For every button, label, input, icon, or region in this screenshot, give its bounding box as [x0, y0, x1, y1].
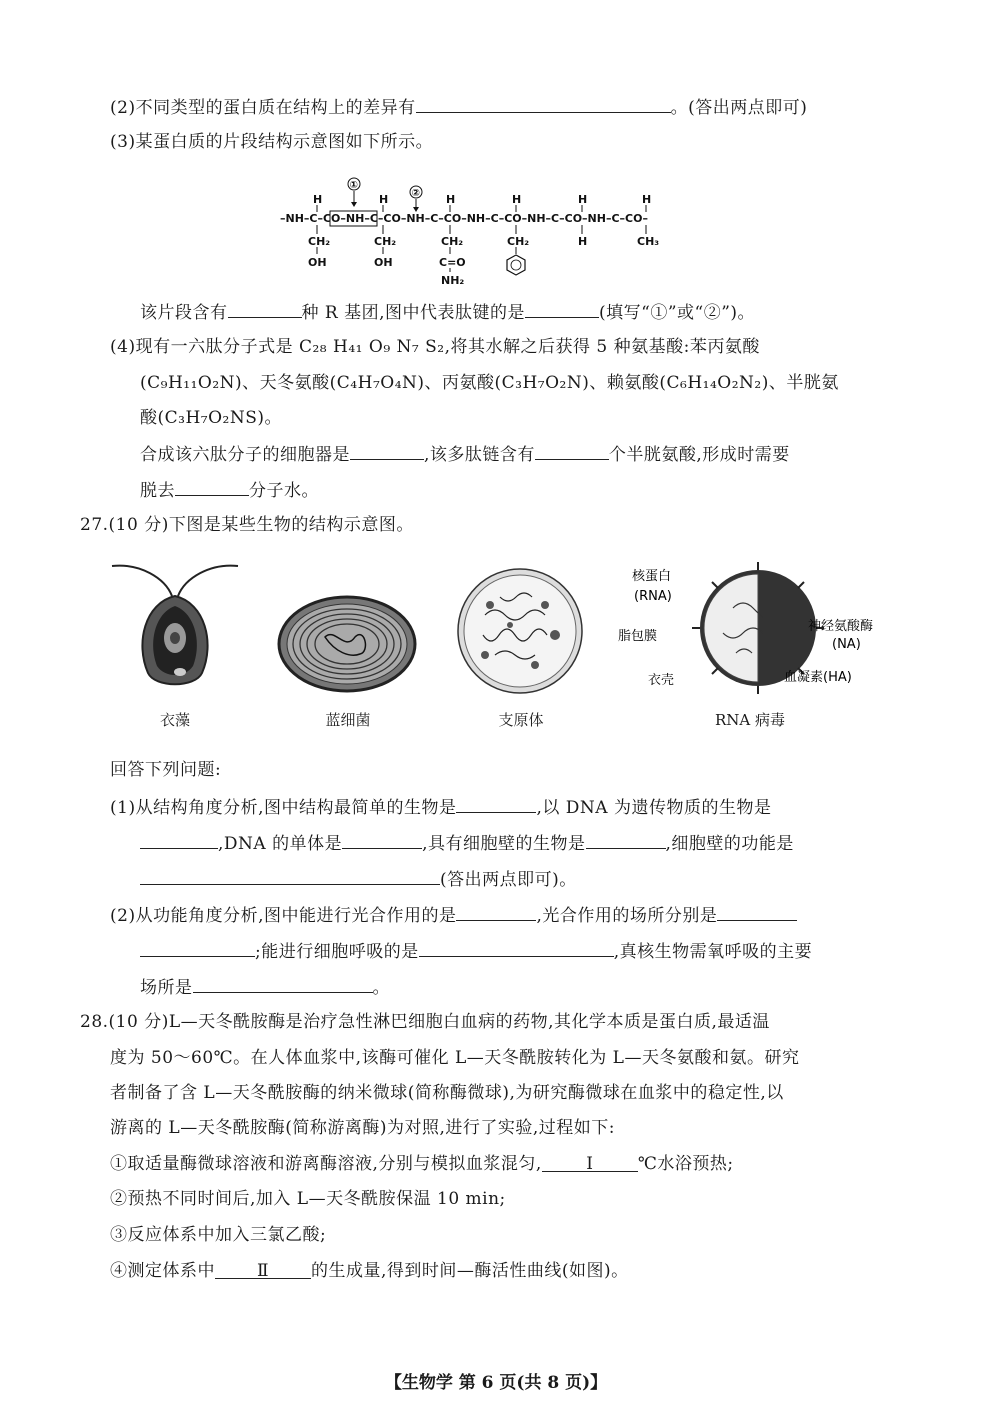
marker-1: ① [349, 180, 358, 191]
answer-blank[interactable] [416, 94, 671, 113]
svg-text:CH₂: CH₂ [374, 235, 397, 248]
svg-text:H: H [578, 235, 588, 248]
answer-blank[interactable] [342, 830, 422, 849]
answer-blank[interactable] [193, 974, 373, 993]
answer-blank[interactable] [228, 299, 302, 318]
q27-part2-line2: ;能进行细胞呼吸的是 ,真核生物需氧呼吸的主要 [140, 938, 812, 964]
answer-blank[interactable] [456, 794, 536, 813]
page-footer: 【生物学 第 6 页(共 8 页)】 [384, 1373, 608, 1393]
q27-part1-line3: (答出两点即可)。 [140, 866, 577, 892]
virus-label-envelope: 脂包膜 [618, 629, 658, 644]
caption-chlamydomonas: 衣藻 [159, 711, 190, 729]
q28-line2: 度为 50～60℃。在人体血浆中,该酶可催化 L—天冬酰胺转化为 L—天冬氨酸和氨。研究 [110, 1048, 800, 1068]
caption-mycoplasma: 支原体 [498, 711, 544, 729]
virus-label-rna: (RNA) [634, 589, 672, 604]
virus-label-nucleoprotein: 核蛋白 [632, 569, 672, 584]
svg-text:OH: OH [308, 256, 327, 269]
answer-blank[interactable] [586, 830, 666, 849]
virus-label-na-abbr: (NA) [832, 637, 861, 652]
answer-blank-II[interactable]: Ⅱ [215, 1260, 311, 1279]
marker-2: ② [411, 188, 420, 199]
q26-part4-line2: (C₉H₁₁O₂N)、天冬氨酸(C₄H₇O₄N)、丙氨酸(C₃H₇O₂N)、赖氨酸(C₆H₁₄O₂N₂)、半胱氨 [140, 373, 839, 393]
q26-fill-line: 该片段含有 种 R 基团,图中代表肽键的是 (填写“①”或“②”)。 [140, 299, 755, 325]
virus-label-capsid: 衣壳 [648, 673, 675, 688]
q28-step4: ④测定体系中 Ⅱ 的生成量,得到时间—酶活性曲线(如图)。 [110, 1261, 629, 1281]
svg-text:OH: OH [374, 256, 393, 269]
q27-part1-line1: (1)从结构角度分析,图中结构最简单的生物是 ,以 DNA 为遗传物质的生物是 [110, 794, 771, 820]
svg-text:H: H [313, 193, 323, 206]
svg-text:CH₂: CH₂ [308, 235, 331, 248]
svg-text:H: H [446, 193, 456, 206]
answer-blank[interactable] [535, 441, 609, 460]
answer-blank[interactable] [456, 902, 536, 921]
q26-part4-line5: 脱去 分子水。 [140, 477, 319, 503]
q28-line1: 28.(10 分)L—天冬酰胺酶是治疗急性淋巴细胞白血病的药物,其化学本质是蛋白质,最适温 [80, 1012, 770, 1032]
svg-text:CH₂: CH₂ [507, 235, 530, 248]
svg-text:H: H [379, 193, 389, 206]
rna-virus-image [618, 558, 888, 698]
q28-step2: ②预热不同时间后,加入 L—天冬酰胺保温 10 min; [110, 1189, 506, 1209]
answer-blank[interactable] [175, 477, 249, 496]
svg-text:CH₃: CH₃ [637, 235, 660, 248]
svg-text:H: H [642, 193, 652, 206]
q26-part4-line4: 合成该六肽分子的细胞器是 ,该多肽链含有 个半胱氨酸,形成时需要 [140, 441, 790, 467]
caption-rna-virus: RNA 病毒 [714, 711, 786, 729]
svg-text:H: H [512, 193, 522, 206]
virus-label-ha: 血凝素(HA) [784, 670, 852, 685]
mycoplasma-image [455, 565, 585, 697]
answer-blank[interactable] [140, 938, 255, 957]
answer-blank-I[interactable]: Ⅰ [542, 1153, 638, 1172]
q26-part3: (3)某蛋白质的片段结构示意图如下所示。 [110, 132, 434, 152]
q27-part2-line1: (2)从功能角度分析,图中能进行光合作用的是 ,光合作用的场所分别是 [110, 902, 797, 928]
main-chain: –NH–C–CO–NH–C–CO–NH–C–CO–NH–C–CO–NH–C–CO–NH–C–CO– [280, 212, 648, 225]
chlamydomonas-image [110, 558, 240, 698]
q26-part4-line1: (4)现有一六肽分子式是 C₂₈ H₄₁ O₉ N₇ S₂,将其水解之后获得 5 种氨基酸:苯丙氨酸 [110, 337, 760, 357]
virus-label-na: 神经氨酸酶 [808, 619, 874, 634]
svg-text:H: H [578, 193, 588, 206]
q28-line3: 者制备了含 L—天冬酰胺酶的纳米微球(简称酶微球),为研究酶微球在血浆中的稳定性,以 [110, 1083, 784, 1103]
answer-blank[interactable] [419, 938, 614, 957]
q27-intro: 回答下列问题: [110, 760, 222, 780]
svg-text:C=O: C=O [439, 256, 466, 269]
answer-blank[interactable] [525, 299, 599, 318]
q26-part2: (2)不同类型的蛋白质在结构上的差异有 。(答出两点即可) [110, 94, 807, 120]
q28-line4: 游离的 L—天冬酰胺酶(简称游离酶)为对照,进行了实验,过程如下: [110, 1118, 615, 1138]
q28-step3: ③反应体系中加入三氯乙酸; [110, 1225, 327, 1245]
q28-step1: ①取适量酶微球溶液和游离酶溶液,分别与模拟血浆混匀, Ⅰ ℃水浴预热; [110, 1154, 734, 1174]
q27-title: 27.(10 分)下图是某些生物的结构示意图。 [80, 515, 414, 535]
answer-blank[interactable] [717, 902, 797, 921]
q26-part4-line3: 酸(C₃H₇O₂NS)。 [140, 408, 282, 428]
svg-text:CH₂: CH₂ [441, 235, 464, 248]
caption-cyanobacteria: 蓝细菌 [325, 711, 371, 729]
answer-blank[interactable] [140, 866, 440, 885]
peptide-structure-diagram [280, 172, 700, 290]
answer-blank[interactable] [140, 830, 218, 849]
benzene-ring-icon [507, 255, 525, 275]
q27-part1-line2: ,DNA 的单体是 ,具有细胞壁的生物是 ,细胞壁的功能是 [140, 830, 794, 856]
cyanobacteria-image [275, 592, 420, 696]
svg-text:NH₂: NH₂ [441, 274, 465, 287]
answer-blank[interactable] [350, 441, 424, 460]
q27-part2-line3: 场所是 。 [140, 974, 390, 1000]
